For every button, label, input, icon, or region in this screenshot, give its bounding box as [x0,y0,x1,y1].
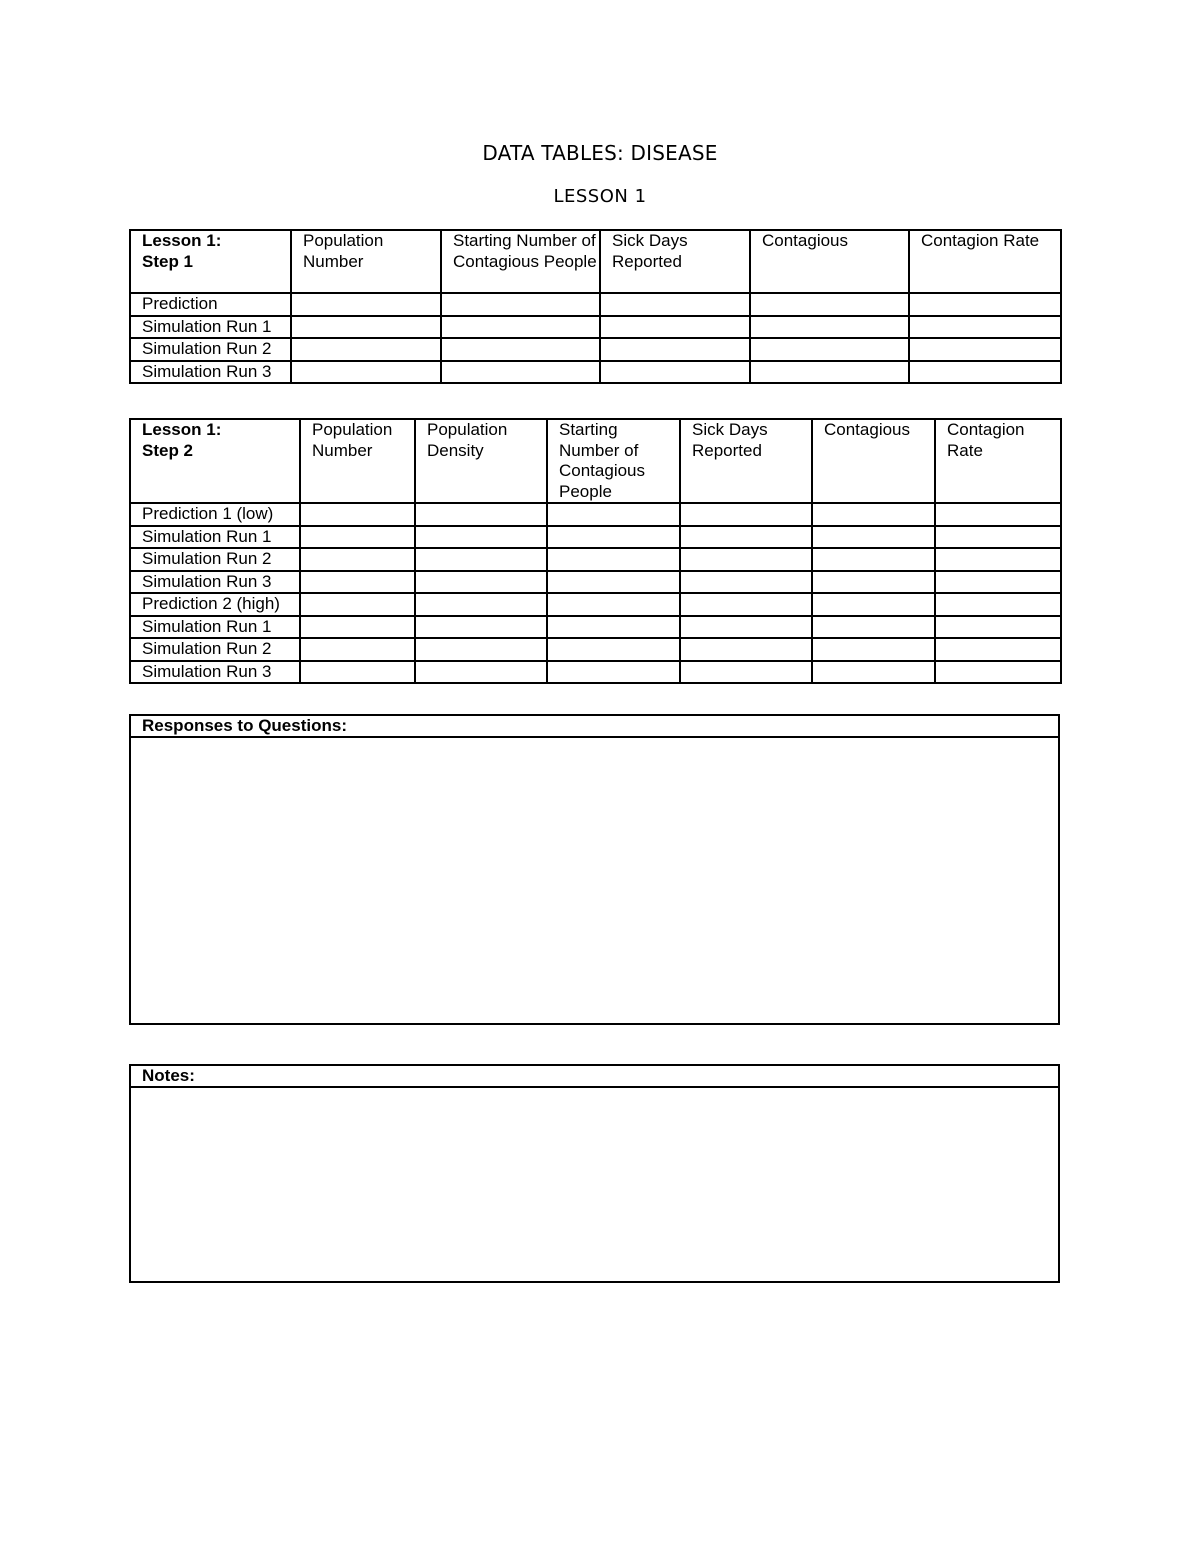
row-label: Prediction 1 (low) [130,503,300,526]
data-cell[interactable] [415,526,547,549]
data-cell[interactable] [935,526,1061,549]
row-label: Simulation Run 3 [130,571,300,594]
data-cell[interactable] [547,526,680,549]
data-cell[interactable] [680,661,812,684]
data-cell[interactable] [812,593,935,616]
column-header: Population Number [300,419,415,503]
data-cell[interactable] [300,548,415,571]
data-cell[interactable] [600,316,750,339]
data-cell[interactable] [812,616,935,639]
responses-box [129,714,1060,1025]
notes-area[interactable] [131,1088,1058,1281]
table-row [130,616,1061,639]
data-cell[interactable] [812,661,935,684]
table-row [130,316,1061,339]
document-title: DATA TABLES: DISEASE [482,141,718,165]
data-cell[interactable] [909,293,1061,316]
table-row [130,571,1061,594]
data-cell[interactable] [300,503,415,526]
data-cell[interactable] [750,293,909,316]
data-cell[interactable] [909,338,1061,361]
table-row [130,361,1061,384]
lesson-label: Lesson 1: [142,231,222,250]
notes-box [129,1064,1060,1283]
data-cell[interactable] [415,548,547,571]
data-cell[interactable] [415,571,547,594]
data-cell[interactable] [600,338,750,361]
data-cell[interactable] [441,316,600,339]
data-cell[interactable] [441,293,600,316]
table-corner-label [130,230,291,293]
data-cell[interactable] [600,361,750,384]
data-cell[interactable] [415,661,547,684]
data-cell[interactable] [812,571,935,594]
row-label: Simulation Run 1 [130,616,300,639]
notes-label: Notes: [131,1066,1058,1088]
data-cell[interactable] [300,661,415,684]
data-cell[interactable] [750,316,909,339]
lesson1-step1-table [129,229,1062,384]
table-row [130,593,1061,616]
column-header: Sick Days Reported [600,230,750,293]
data-cell[interactable] [600,293,750,316]
data-cell[interactable] [750,361,909,384]
table-row [130,293,1061,316]
data-cell[interactable] [909,361,1061,384]
data-cell[interactable] [547,503,680,526]
row-label: Simulation Run 2 [130,638,300,661]
data-cell[interactable] [935,661,1061,684]
data-cell[interactable] [547,571,680,594]
data-cell[interactable] [680,526,812,549]
data-cell[interactable] [441,338,600,361]
data-cell[interactable] [680,571,812,594]
step-label: Step 1 [142,251,194,271]
data-cell[interactable] [547,638,680,661]
data-cell[interactable] [680,616,812,639]
data-cell[interactable] [935,571,1061,594]
data-cell[interactable] [812,638,935,661]
step-label: Step 2 [142,440,194,460]
data-cell[interactable] [935,593,1061,616]
row-label: Prediction 2 (high) [130,593,300,616]
data-cell[interactable] [680,593,812,616]
data-cell[interactable] [300,638,415,661]
table-row [130,661,1061,684]
data-cell[interactable] [415,593,547,616]
data-cell[interactable] [547,661,680,684]
data-cell[interactable] [300,593,415,616]
table-row [130,503,1061,526]
lesson-label: Lesson 1: [142,420,222,439]
data-cell[interactable] [812,503,935,526]
data-cell[interactable] [300,526,415,549]
table-row [130,548,1061,571]
column-header: Population Number [291,230,441,293]
data-cell[interactable] [291,361,441,384]
column-header: Starting Number of Contagious People [441,230,600,293]
table-header-row [130,419,1061,503]
row-label: Simulation Run 2 [130,338,291,361]
data-cell[interactable] [547,616,680,639]
table-corner-label [130,419,300,503]
data-cell[interactable] [750,338,909,361]
table-row [130,526,1061,549]
row-label: Simulation Run 3 [130,361,291,384]
column-header: Starting Number of Contagious People [547,419,680,503]
data-cell[interactable] [441,361,600,384]
data-cell[interactable] [291,293,441,316]
data-cell[interactable] [935,548,1061,571]
data-cell[interactable] [680,503,812,526]
table-row [130,638,1061,661]
data-cell[interactable] [935,616,1061,639]
lesson1-step2-table [129,418,1062,684]
lesson-heading: LESSON 1 [553,186,647,207]
data-cell[interactable] [547,593,680,616]
data-cell[interactable] [415,503,547,526]
row-label: Simulation Run 2 [130,548,300,571]
column-header: Contagion Rate [909,230,1061,293]
data-cell[interactable] [812,526,935,549]
responses-label: Responses to Questions: [131,716,1058,738]
data-cell[interactable] [291,338,441,361]
data-cell[interactable] [300,571,415,594]
data-cell[interactable] [300,616,415,639]
column-header: Contagion Rate [935,419,1061,503]
data-cell[interactable] [547,548,680,571]
data-cell[interactable] [680,548,812,571]
table-row [130,338,1061,361]
responses-area[interactable] [131,738,1058,1023]
row-label: Simulation Run 1 [130,526,300,549]
data-cell[interactable] [680,638,812,661]
data-cell[interactable] [909,316,1061,339]
row-label: Simulation Run 3 [130,661,300,684]
data-cell[interactable] [291,316,441,339]
data-cell[interactable] [415,616,547,639]
column-header: Contagious [812,419,935,503]
data-cell[interactable] [812,548,935,571]
column-header: Population Density [415,419,547,503]
row-label: Simulation Run 1 [130,316,291,339]
data-cell[interactable] [415,638,547,661]
data-cell[interactable] [935,503,1061,526]
row-label: Prediction [130,293,291,316]
column-header: Contagious [750,230,909,293]
data-cell[interactable] [935,638,1061,661]
table-header-row [130,230,1061,293]
column-header: Sick Days Reported [680,419,812,503]
